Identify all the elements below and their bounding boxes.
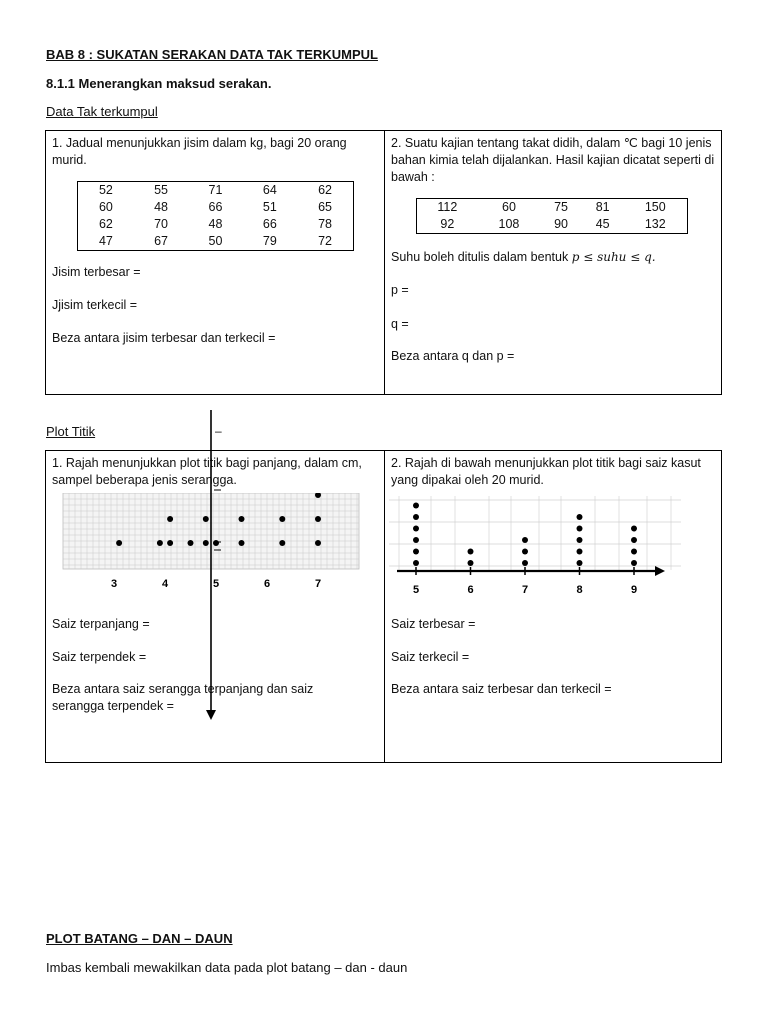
shoe-x-tick-label: 5 bbox=[412, 584, 420, 596]
shoe-data-point bbox=[413, 560, 419, 566]
mass-table-cell: 66 bbox=[262, 217, 277, 231]
question-2-text: 2. Suatu kajian tentang takat didih, dalam ℃ bagi 10 jenis bahan kimia telah dijalankan. Hasil kajian dicatat seperti di bawah : bbox=[391, 136, 715, 184]
shoe-data-point bbox=[631, 537, 637, 543]
shoe-data-point bbox=[522, 549, 528, 555]
shoe-data-point bbox=[413, 526, 419, 532]
shoe-size-dot-plot bbox=[389, 496, 689, 596]
prompt-mass-difference: Beza antara jisim terbesar dan terkecil = bbox=[52, 331, 276, 345]
shoe-data-point bbox=[631, 526, 637, 532]
shoe-data-point bbox=[413, 537, 419, 543]
insect-data-point bbox=[315, 516, 321, 522]
prompt-smallest-size: Saiz terkecil = bbox=[391, 650, 470, 664]
prompt-p: p = bbox=[391, 283, 409, 297]
mass-table-cell: 67 bbox=[154, 234, 169, 248]
shoe-data-point bbox=[577, 526, 583, 532]
shoe-data-point bbox=[468, 549, 474, 555]
insect-data-point bbox=[116, 540, 122, 546]
question-box-data bbox=[45, 130, 722, 395]
chapter-title: BAB 8 : SUKATAN SERAKAN DATA TAK TERKUMPUL bbox=[46, 47, 378, 62]
mass-table-cell: 47 bbox=[98, 234, 113, 248]
mass-table-cell: 70 bbox=[154, 217, 169, 231]
shoe-x-tick-label: 7 bbox=[521, 584, 529, 596]
mass-table-cell: 52 bbox=[98, 183, 113, 197]
mass-table-cell: 60 bbox=[98, 200, 113, 214]
mass-table-cell: 62 bbox=[98, 217, 113, 231]
shoe-data-point bbox=[631, 549, 637, 555]
mass-table-row bbox=[78, 182, 354, 200]
shoe-data-point bbox=[577, 537, 583, 543]
insect-data-point bbox=[157, 540, 163, 546]
mass-table-row bbox=[78, 199, 354, 216]
mass-table-cell: 66 bbox=[208, 200, 223, 214]
question-3-text: 1. Rajah menunjukkan plot titik bagi panjang, dalam cm, sampel beberapa jenis serangga. bbox=[52, 456, 362, 487]
insect-data-point bbox=[315, 540, 321, 546]
boiling-table-row bbox=[417, 199, 688, 217]
boiling-table-cell: 90 bbox=[554, 217, 568, 231]
question-4-cell bbox=[385, 451, 721, 762]
insect-data-point bbox=[239, 540, 245, 546]
shoe-x-tick-label: 8 bbox=[576, 584, 583, 596]
stem-leaf-intro: Imbas kembali mewakilkan data pada plot batang – dan - daun bbox=[46, 960, 408, 975]
prompt-shortest: Saiz terpendek = bbox=[52, 650, 147, 664]
boiling-point-table bbox=[416, 198, 688, 234]
x-axis-arrow-icon bbox=[655, 566, 665, 576]
insect-x-tick-label: 7 bbox=[314, 578, 322, 590]
prompt-longest: Saiz terpanjang = bbox=[52, 617, 150, 631]
mass-table-cell: 72 bbox=[318, 234, 332, 248]
boiling-table-cell: 75 bbox=[554, 200, 568, 214]
mass-table-cell: 71 bbox=[208, 183, 223, 197]
shoe-data-point bbox=[413, 549, 419, 555]
mass-table-cell: 48 bbox=[154, 200, 169, 214]
insect-x-tick-label: 5 bbox=[212, 578, 220, 590]
question-2-cell bbox=[385, 131, 721, 394]
boiling-table-cell: 45 bbox=[595, 217, 610, 231]
boiling-table-cell: 92 bbox=[440, 217, 455, 231]
section-caption-dot-plot: Plot Titik bbox=[46, 424, 96, 439]
boiling-table-cell: 60 bbox=[502, 200, 516, 214]
mass-table-cell: 65 bbox=[318, 200, 332, 214]
question-1-cell bbox=[46, 131, 385, 394]
insect-data-point bbox=[188, 540, 194, 546]
mass-table-cell: 62 bbox=[318, 183, 332, 197]
insect-x-tick-label: 6 bbox=[263, 578, 271, 590]
boiling-table-cell: 150 bbox=[644, 200, 666, 214]
insect-x-tick-label: 3 bbox=[110, 578, 118, 590]
prompt-largest-mass: Jisim terbesar = bbox=[52, 265, 141, 279]
temperature-inequality: p ≤ suhu ≤ q. bbox=[571, 250, 656, 264]
mass-table-cell: 78 bbox=[318, 217, 332, 231]
boiling-table-cell: 108 bbox=[498, 217, 520, 231]
shoe-data-point bbox=[631, 560, 637, 566]
boiling-table-cell: 112 bbox=[437, 200, 458, 214]
prompt-temperature-lead: Suhu boleh ditulis dalam bentuk bbox=[391, 250, 569, 264]
insect-x-tick-label: 4 bbox=[161, 578, 169, 590]
question-4-text: 2. Rajah di bawah menunjukkan plot titik bagi saiz kasut yang dipakai oleh 20 murid. bbox=[391, 456, 701, 487]
shoe-data-point bbox=[522, 560, 528, 566]
mass-table-cell: 79 bbox=[262, 234, 277, 248]
shoe-data-point bbox=[577, 549, 583, 555]
question-box-dot-plot bbox=[45, 450, 722, 763]
mass-table-cell: 64 bbox=[262, 183, 277, 197]
prompt-smallest-mass: Jjisim terkecil = bbox=[52, 298, 138, 312]
mass-table-cell: 51 bbox=[262, 200, 277, 214]
prompt-q: q = bbox=[391, 317, 409, 331]
prompt-largest-size: Saiz terbesar = bbox=[391, 617, 476, 631]
shoe-data-point bbox=[413, 514, 419, 520]
down-arrow-line bbox=[200, 408, 224, 724]
shoe-data-point bbox=[413, 503, 419, 509]
faint-grid bbox=[389, 496, 681, 570]
boiling-table-cell: 81 bbox=[595, 200, 610, 214]
section-caption-data: Data Tak terkumpul bbox=[46, 104, 158, 119]
insect-data-point bbox=[239, 516, 245, 522]
boiling-table-cell: 132 bbox=[644, 217, 666, 231]
mass-table-row bbox=[78, 216, 354, 233]
stray-dash: – bbox=[215, 424, 222, 438]
boiling-table-row bbox=[417, 216, 688, 234]
prompt-size-difference: Beza antara saiz terbesar dan terkecil = bbox=[391, 682, 612, 696]
mass-table-cell: 55 bbox=[154, 183, 169, 197]
mass-table-cell: 48 bbox=[208, 217, 223, 231]
subsection-heading: 8.1.1 Menerangkan maksud serakan. bbox=[46, 76, 272, 91]
mass-table bbox=[77, 181, 354, 251]
prompt-q-minus-p: Beza antara q dan p = bbox=[391, 349, 515, 363]
shoe-data-point bbox=[577, 514, 583, 520]
shoe-data-point bbox=[522, 537, 528, 543]
insect-data-point bbox=[167, 540, 173, 546]
stem-leaf-title: PLOT BATANG – DAN – DAUN bbox=[46, 931, 233, 946]
shoe-x-tick-label: 9 bbox=[630, 584, 638, 596]
mass-table-cell: 50 bbox=[208, 234, 223, 248]
insect-data-point bbox=[167, 516, 173, 522]
shoe-x-tick-label: 6 bbox=[467, 584, 474, 596]
insect-data-point bbox=[279, 516, 285, 522]
shoe-data-point bbox=[577, 560, 583, 566]
prompt-insect-difference: Beza antara saiz serangga terpanjang dan saiz serangga terpendek = bbox=[52, 682, 314, 713]
question-1-text: 1. Jadual menunjukkan jisim dalam kg, bagi 20 orang murid. bbox=[52, 136, 347, 167]
insect-data-point bbox=[279, 540, 285, 546]
prompt-temperature-form bbox=[391, 249, 656, 266]
shoe-data-point bbox=[468, 560, 474, 566]
mass-table-row bbox=[78, 233, 354, 251]
